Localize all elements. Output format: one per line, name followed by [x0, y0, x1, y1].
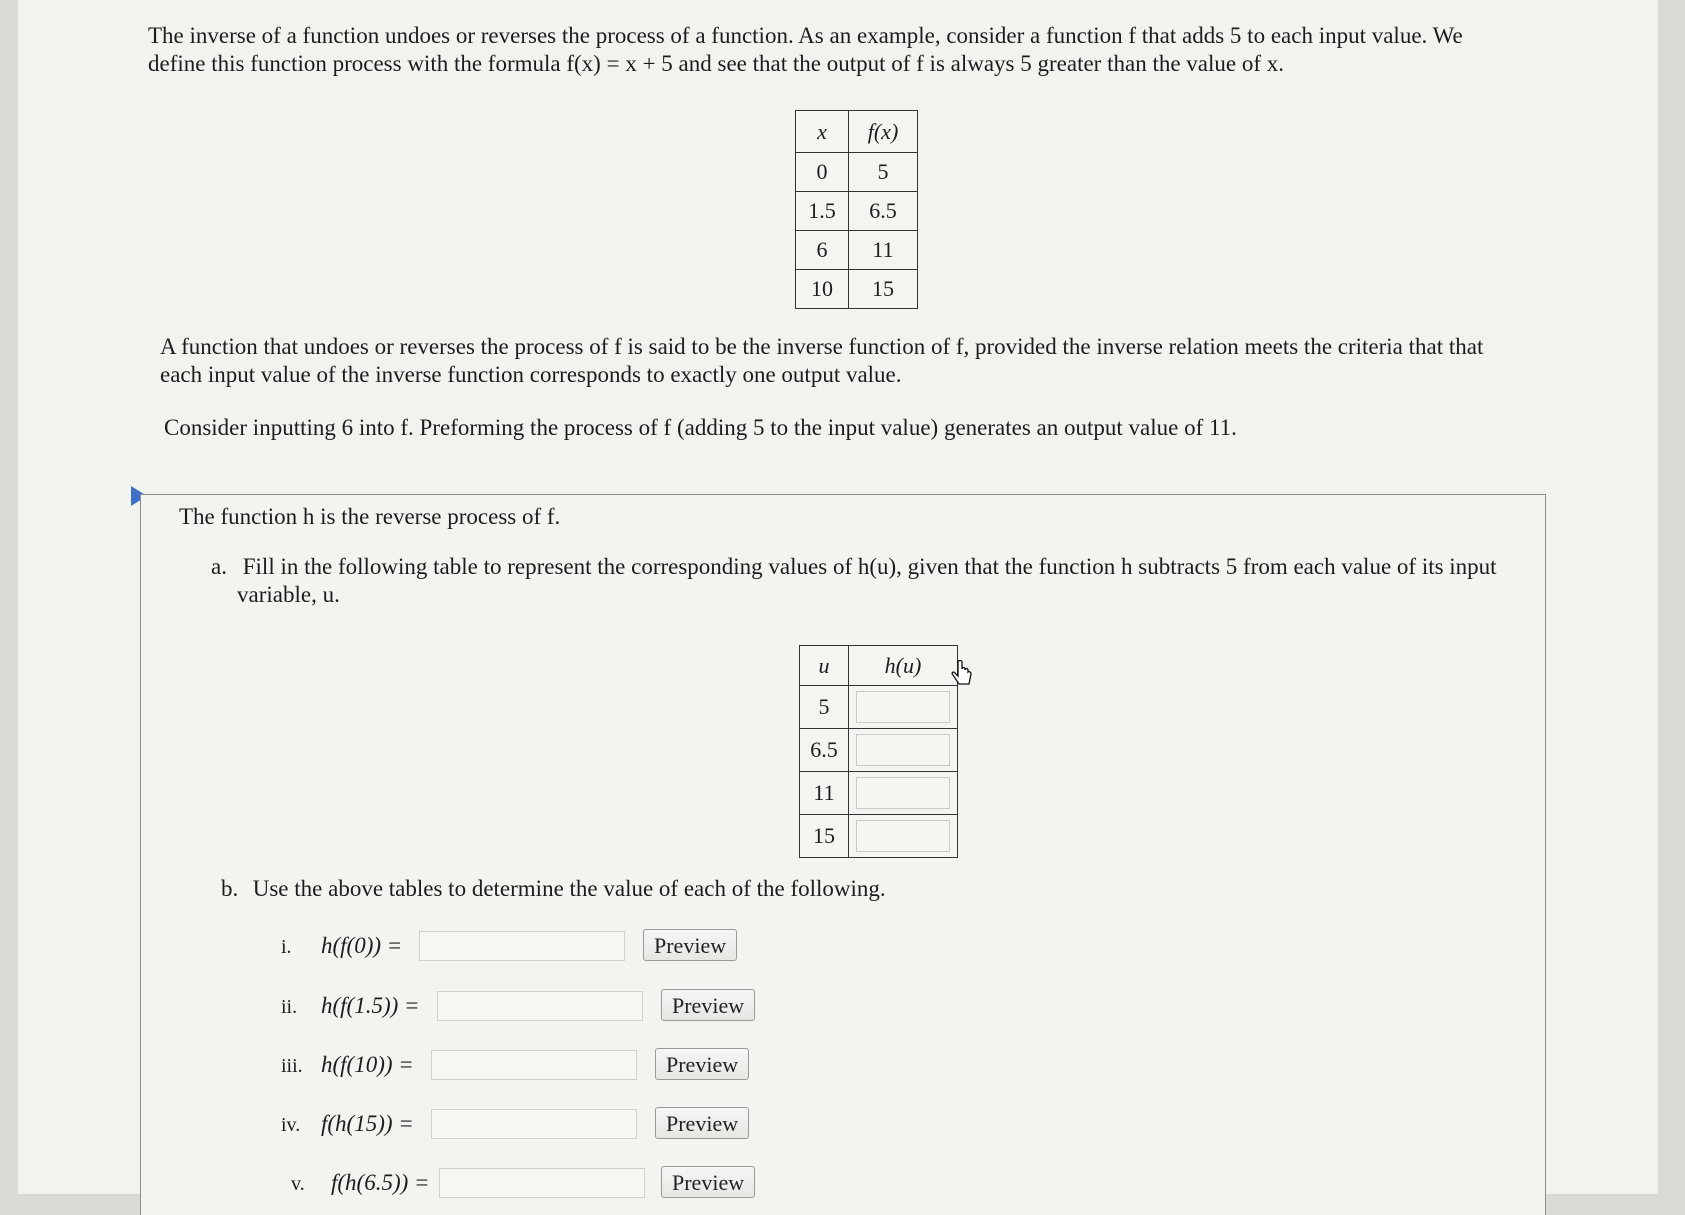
item-expression: h(f(10)) =: [321, 1052, 414, 1077]
f-table: [795, 110, 918, 309]
part-a-line-2: variable, u.: [237, 582, 340, 607]
table-row: [796, 153, 918, 192]
h-table-hu-cell: [849, 729, 958, 772]
f-table-fx: 15: [849, 270, 918, 309]
intro-paragraph: [148, 22, 1648, 78]
question-box: [140, 494, 1546, 1215]
item-label: ii.: [281, 996, 298, 1018]
f-table-fx: 5: [849, 153, 918, 192]
intro-line-2: define this function process with the formula f(x) = x + 5 and see that the output of f is always 5 greater than the value of x.: [148, 51, 1285, 76]
h-value-input[interactable]: [856, 777, 950, 809]
part-a-label: a.: [211, 554, 227, 579]
h-table-u: 5: [800, 686, 849, 729]
preview-button-2[interactable]: Preview: [661, 989, 755, 1021]
preview-button-1[interactable]: Preview: [643, 929, 737, 961]
preview-button-5[interactable]: Preview: [661, 1166, 755, 1198]
table-row: [796, 231, 918, 270]
item-expression: h(f(0)) =: [321, 933, 403, 958]
h-table-u: 15: [800, 815, 849, 858]
h-table-hu-cell: [849, 686, 958, 729]
item-label: i.: [281, 936, 292, 958]
h-table-hu-cell: [849, 772, 958, 815]
h-value-input[interactable]: [856, 691, 950, 723]
item-expression: h(f(1.5)) =: [321, 993, 420, 1018]
part-a: [211, 553, 1511, 609]
h-table-u: 11: [800, 772, 849, 815]
f-table-x: 0: [796, 153, 849, 192]
item-expression: f(h(6.5)) =: [331, 1170, 430, 1195]
table-row: [800, 772, 958, 815]
f-table-fx: 11: [849, 231, 918, 270]
hand-cursor-icon: [950, 660, 974, 690]
part-b-item: [291, 1170, 430, 1196]
part-b: [221, 875, 886, 903]
item-expression: f(h(15)) =: [321, 1111, 414, 1136]
h-table-header-hu: h(u): [849, 646, 958, 686]
part-b-item: [281, 933, 402, 959]
table-row: [800, 815, 958, 858]
preview-button-3[interactable]: Preview: [655, 1048, 749, 1080]
h-value-input[interactable]: [856, 734, 950, 766]
h-table-u: 6.5: [800, 729, 849, 772]
part-b-label: b.: [221, 876, 239, 901]
consider-paragraph: Consider inputting 6 into f. Preforming the process of f (adding 5 to the input value) generates an output value of 11.: [164, 415, 1237, 440]
inverse-line-1: A function that undoes or reverses the process of f is said to be the inverse function of f, provided the inverse relation meets the criteria that that: [160, 334, 1484, 359]
answer-input-2[interactable]: [437, 991, 643, 1021]
h-table-header-u: u: [800, 646, 849, 686]
f-table-fx: 6.5: [849, 192, 918, 231]
answer-input-1[interactable]: [419, 931, 625, 961]
item-label: iii.: [281, 1055, 303, 1077]
item-label: iv.: [281, 1114, 301, 1136]
table-row: [796, 192, 918, 231]
intro-line-1: The inverse of a function undoes or reverses the process of a function. As an example, consider a function f that adds 5 to each input value. We: [148, 23, 1463, 48]
f-table-x: 1.5: [796, 192, 849, 231]
part-b-text: Use the above tables to determine the value of each of the following.: [252, 876, 886, 901]
preview-button-4[interactable]: Preview: [655, 1107, 749, 1139]
h-table: [799, 645, 958, 858]
table-row: [800, 729, 958, 772]
answer-input-4[interactable]: [431, 1109, 637, 1139]
table-row: [796, 270, 918, 309]
f-table-header-x: x: [796, 111, 849, 153]
f-table-header-fx: f(x): [849, 111, 918, 153]
inverse-paragraph: [160, 333, 1650, 389]
part-b-item: [281, 1052, 414, 1078]
part-a-line-1: Fill in the following table to represent the corresponding values of h(u), given that the function h subtracts 5 from each value of its input: [242, 554, 1497, 579]
inverse-line-2: each input value of the inverse function corresponds to exactly one output value.: [160, 362, 902, 387]
f-table-x: 10: [796, 270, 849, 309]
h-value-input[interactable]: [856, 820, 950, 852]
question-intro: The function h is the reverse process of f.: [179, 504, 561, 529]
h-table-hu-cell: [849, 815, 958, 858]
f-table-x: 6: [796, 231, 849, 270]
item-label: v.: [291, 1173, 305, 1195]
part-b-item: [281, 993, 420, 1019]
table-row: [800, 686, 958, 729]
answer-input-3[interactable]: [431, 1050, 637, 1080]
part-b-item: [281, 1111, 414, 1137]
